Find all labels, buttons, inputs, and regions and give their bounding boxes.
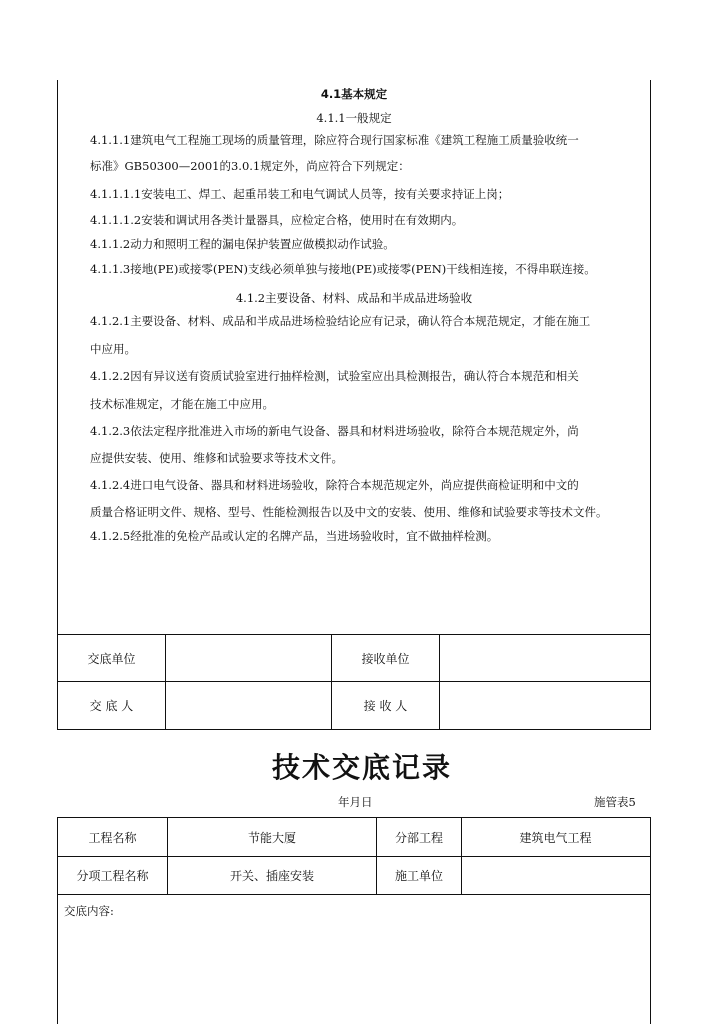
section-heading: 4.1基本规定 bbox=[320, 87, 388, 101]
receiving-unit-field[interactable] bbox=[440, 635, 649, 681]
project-name-label: 工程名称 bbox=[58, 818, 168, 856]
handover-unit-label: 交底单位 bbox=[58, 635, 166, 681]
table-row-subitem bbox=[58, 857, 650, 895]
disclosure-content-box bbox=[57, 80, 651, 730]
content-area bbox=[58, 80, 650, 635]
clause-4-1-1-1-1: 4.1.1.1.1安装电工、焊工、起重吊装工和电气调试人员等，按有关要求持证上岗； bbox=[90, 187, 510, 201]
receiver-person-label: 接 收 人 bbox=[332, 682, 440, 729]
clause-4-1-1-3: 4.1.1.3接地(PE)或接零(PEN)支线必须单独与接地(PE)或接零(PEN)干线相连接，不得串联连接。 bbox=[90, 262, 596, 276]
clause-4-1-2-4-line1: 4.1.2.4进口电气设备、器具和材料进场验收，除符合本规范规定外，尚应提供商检证明和中文的 bbox=[90, 478, 579, 492]
clause-4-1-2-2-line2: 技术标准规定，才能在施工中应用。 bbox=[90, 397, 274, 411]
construction-unit-value[interactable] bbox=[462, 857, 649, 894]
record-table bbox=[57, 817, 651, 1024]
handover-person-label: 交 底 人 bbox=[58, 682, 166, 729]
disclosure-content-label: 交底内容: bbox=[64, 904, 114, 918]
division-label: 分部工程 bbox=[377, 818, 462, 856]
clause-4-1-2-1-line1: 4.1.2.1主要设备、材料、成品和半成品进场检验结论应有记录，确认符合本规范规定，才能在施工 bbox=[90, 314, 591, 328]
division-value[interactable]: 建筑电气工程 bbox=[519, 830, 592, 845]
clause-4-1-2-5: 4.1.2.5经批准的免检产品或认定的名牌产品，当进场验收时，宜不做抽样检测。 bbox=[90, 529, 499, 543]
clause-4-1-1-1-2: 4.1.1.1.2安装和调试用各类计量器具，应检定合格，使用时在有效期内。 bbox=[90, 213, 464, 227]
subitem-value[interactable]: 开关、插座安装 bbox=[168, 857, 377, 894]
clause-4-1-2-2-line1: 4.1.2.2因有异议送有资质试验室进行抽样检测，试验室应出具检测报告，确认符合本规范和相关 bbox=[90, 369, 579, 383]
handover-person-field[interactable] bbox=[166, 682, 332, 729]
construction-unit-label: 施工单位 bbox=[377, 857, 462, 894]
clause-4-1-1-2: 4.1.1.2动力和照明工程的漏电保护装置应做模拟动作试验。 bbox=[90, 237, 395, 251]
signature-row-units bbox=[58, 635, 650, 682]
clause-4-1-2-3-line1: 4.1.2.3依法定程序批准进入市场的新电气设备、器具和材料进场验收，除符合本规范规定外，尚 bbox=[90, 424, 579, 438]
clause-4-1-1-1-line1: 4.1.1.1建筑电气工程施工现场的质量管理，除应符合现行国家标准《建筑工程施工质量验收统一 bbox=[90, 133, 579, 147]
signature-row-persons bbox=[58, 682, 650, 729]
project-name-value[interactable]: 节能大厦 bbox=[168, 818, 377, 856]
clause-4-1-2-3-line2: 应提供安装、使用、维修和试验要求等技术文件。 bbox=[90, 451, 343, 465]
table-row-project bbox=[58, 818, 650, 857]
subsection-general: 4.1.1一般规定 bbox=[316, 111, 392, 125]
date-label: 年月日 bbox=[338, 795, 373, 809]
receiver-person-field[interactable] bbox=[440, 682, 649, 729]
handover-unit-field[interactable] bbox=[166, 635, 332, 681]
clause-4-1-1-1-line2: 标准》GB50300—2001的3.0.1规定外，尚应符合下列规定： bbox=[90, 159, 410, 173]
form-code: 施管表5 bbox=[594, 795, 636, 809]
record-title: 技术交底记录 bbox=[271, 751, 452, 784]
clause-4-1-2-1-line2: 中应用。 bbox=[90, 342, 136, 356]
receiving-unit-label: 接收单位 bbox=[332, 635, 440, 681]
subsection-acceptance: 4.1.2主要设备、材料、成品和半成品进场验收 bbox=[235, 291, 473, 305]
subitem-label: 分项工程名称 bbox=[58, 857, 168, 894]
clause-4-1-2-4-line2: 质量合格证明文件、规格、型号、性能检测报告以及中文的安装、使用、维修和试验要求等技术文件。 bbox=[90, 505, 608, 519]
